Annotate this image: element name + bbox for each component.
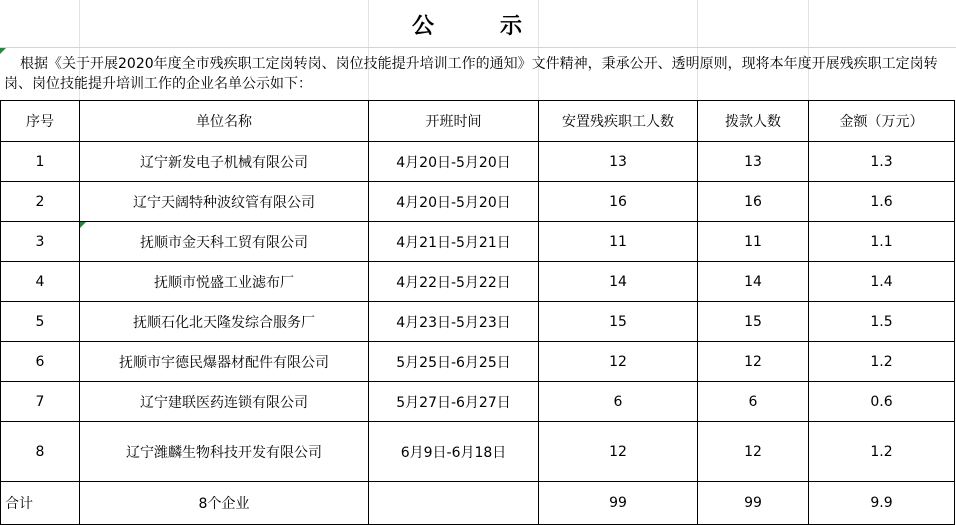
cell-company[interactable]: 辽宁新发电子机械有限公司 xyxy=(80,142,369,182)
table-row xyxy=(1,302,955,342)
cell-company[interactable]: 辽宁潍麟生物科技开发有限公司 xyxy=(80,422,369,482)
cell-company[interactable]: 抚顺市宇德民爆器材配件有限公司 xyxy=(80,342,369,382)
cell-placed[interactable]: 13 xyxy=(539,142,698,182)
total-amount[interactable]: 9.9 xyxy=(809,482,955,525)
cell-period[interactable]: 4月20日-5月20日 xyxy=(369,142,539,182)
title-divider xyxy=(0,47,956,48)
cell-amount[interactable]: 1.2 xyxy=(809,422,955,482)
cell-funded[interactable]: 16 xyxy=(698,182,809,222)
cell-index[interactable]: 4 xyxy=(1,262,80,302)
cell-amount[interactable]: 1.4 xyxy=(809,262,955,302)
cell-funded[interactable]: 14 xyxy=(698,262,809,302)
cell-index[interactable]: 6 xyxy=(1,342,80,382)
cell-funded[interactable]: 11 xyxy=(698,222,809,262)
cell-amount[interactable]: 1.1 xyxy=(809,222,955,262)
total-period[interactable] xyxy=(369,482,539,525)
cell-index[interactable]: 7 xyxy=(1,382,80,422)
table-header-row xyxy=(1,101,955,142)
table-row xyxy=(1,222,955,262)
cell-company[interactable]: 辽宁建联医药连锁有限公司 xyxy=(80,382,369,422)
cell-placed[interactable]: 12 xyxy=(539,422,698,482)
header-index[interactable]: 序号 xyxy=(1,101,80,142)
total-row xyxy=(1,482,955,525)
table-row xyxy=(1,422,955,482)
header-period[interactable]: 开班时间 xyxy=(369,101,539,142)
total-company-count[interactable]: 8个企业 xyxy=(80,482,369,525)
total-placed[interactable]: 99 xyxy=(539,482,698,525)
cell-placed[interactable]: 15 xyxy=(539,302,698,342)
total-label[interactable]: 合计 xyxy=(1,482,80,525)
notice-paragraph: 根据《关于开展2020年度全市残疾职工定岗转岗、岗位技能提升培训工作的通知》文件精神，秉承公开、透明原则，现将本年度开展残疾职工定岗转岗、岗位技能提升培训工作的企业名单公示如下： xyxy=(4,56,938,92)
header-funded[interactable]: 拨款人数 xyxy=(698,101,809,142)
cell-amount[interactable]: 1.2 xyxy=(809,342,955,382)
cell-funded[interactable]: 6 xyxy=(698,382,809,422)
cell-amount[interactable]: 1.5 xyxy=(809,302,955,342)
cell-placed[interactable]: 14 xyxy=(539,262,698,302)
cell-index[interactable]: 8 xyxy=(1,422,80,482)
company-table xyxy=(0,100,955,525)
header-placed[interactable]: 安置残疾职工人数 xyxy=(539,101,698,142)
cell-company[interactable]: 抚顺市悦盛工业滤布厂 xyxy=(80,262,369,302)
cell-amount[interactable]: 1.6 xyxy=(809,182,955,222)
table-row xyxy=(1,382,955,422)
cell-period[interactable]: 4月23日-5月23日 xyxy=(369,302,539,342)
total-funded[interactable]: 99 xyxy=(698,482,809,525)
cell-amount[interactable]: 0.6 xyxy=(809,382,955,422)
cell-period[interactable]: 4月22日-5月22日 xyxy=(369,262,539,302)
table-row xyxy=(1,262,955,302)
cell-period[interactable]: 4月21日-5月21日 xyxy=(369,222,539,262)
cell-funded[interactable]: 13 xyxy=(698,142,809,182)
header-company[interactable]: 单位名称 xyxy=(80,101,369,142)
cell-period[interactable]: 4月20日-5月20日 xyxy=(369,182,539,222)
cell-placed[interactable]: 6 xyxy=(539,382,698,422)
cell-company[interactable]: 抚顺石化北天隆发综合服务厂 xyxy=(80,302,369,342)
header-amount[interactable]: 金额（万元） xyxy=(809,101,955,142)
cell-comment-marker xyxy=(80,222,86,228)
cell-company[interactable]: 抚顺市金天科工贸有限公司 xyxy=(80,222,369,262)
cell-index[interactable]: 5 xyxy=(1,302,80,342)
cell-placed[interactable]: 12 xyxy=(539,342,698,382)
cell-index[interactable]: 2 xyxy=(1,182,80,222)
cell-index[interactable]: 1 xyxy=(1,142,80,182)
cell-funded[interactable]: 15 xyxy=(698,302,809,342)
table-row xyxy=(1,142,955,182)
notice-title: 公 示 xyxy=(411,13,544,39)
cell-placed[interactable]: 16 xyxy=(539,182,698,222)
cell-funded[interactable]: 12 xyxy=(698,342,809,382)
cell-company[interactable]: 辽宁天阔特种波纹管有限公司 xyxy=(80,182,369,222)
cell-index[interactable]: 3 xyxy=(1,222,80,262)
cell-placed[interactable]: 11 xyxy=(539,222,698,262)
cell-period[interactable]: 5月27日-6月27日 xyxy=(369,382,539,422)
table-row xyxy=(1,182,955,222)
table-row xyxy=(1,342,955,382)
cell-funded[interactable]: 12 xyxy=(698,422,809,482)
cell-period[interactable]: 6月9日-6月18日 xyxy=(369,422,539,482)
cell-amount[interactable]: 1.3 xyxy=(809,142,955,182)
cell-period[interactable]: 5月25日-6月25日 xyxy=(369,342,539,382)
